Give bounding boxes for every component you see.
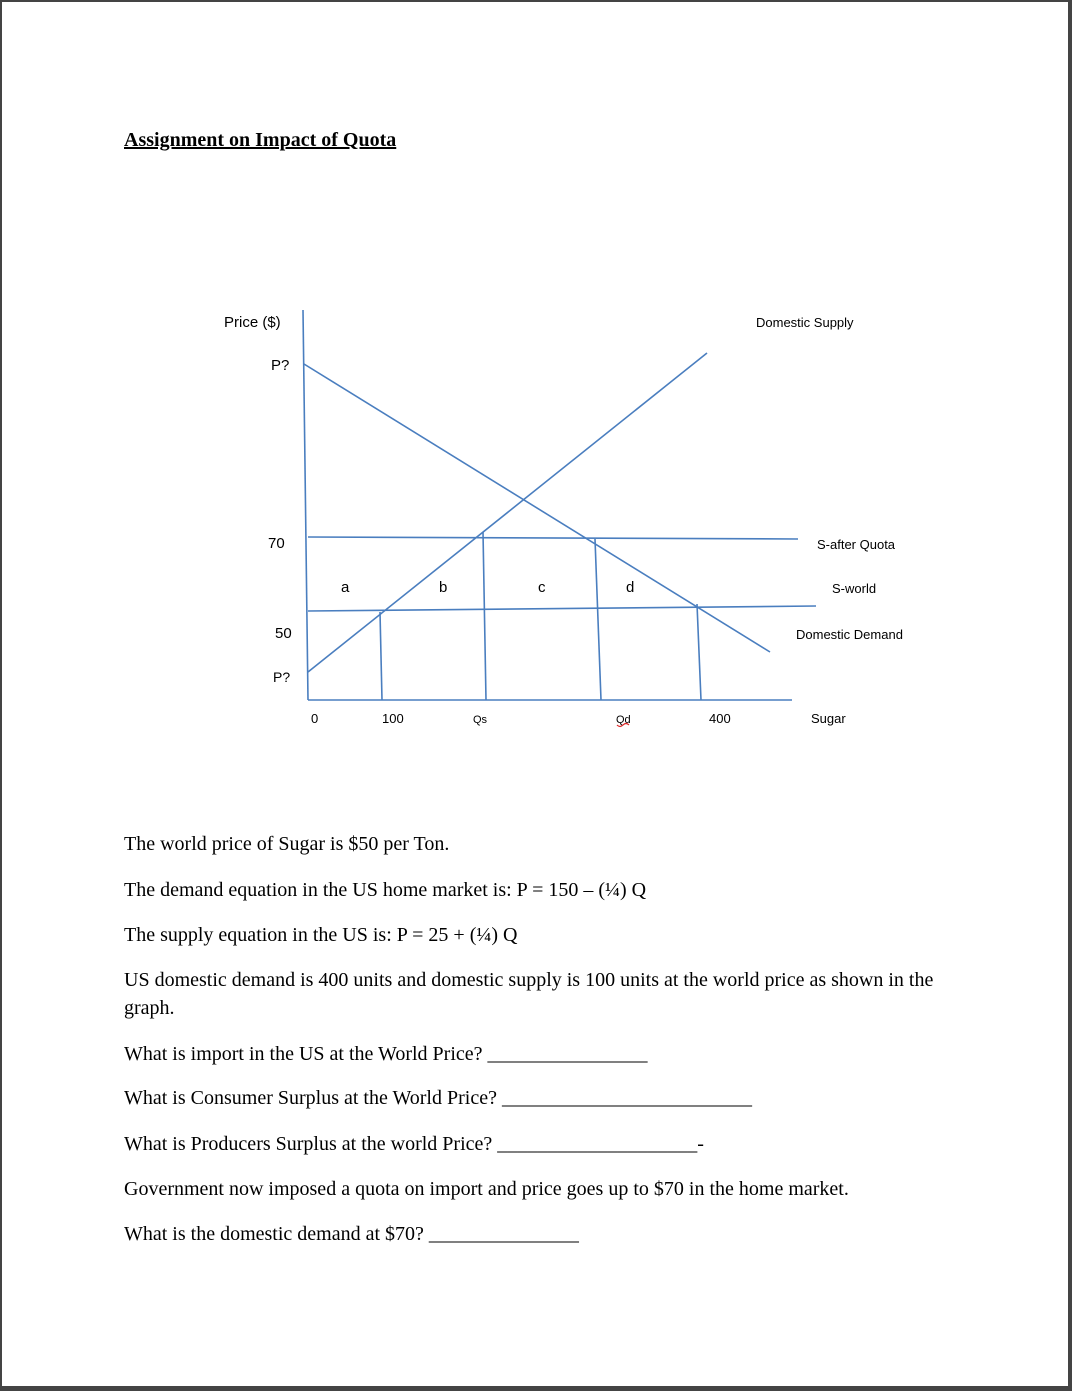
question-import <box>124 1040 954 1068</box>
s-world-line <box>308 606 816 611</box>
domestic-demand-label: Domestic Demand <box>796 627 903 642</box>
region-label-d: d <box>626 579 635 596</box>
drop-line-100 <box>380 612 382 700</box>
question-producer-surplus-text: What is Producers Surplus at the world Price? <box>124 1133 493 1155</box>
question-domestic-demand <box>124 1220 954 1248</box>
x-tick-label: Qd <box>616 714 631 726</box>
x-tick-label: 400 <box>709 711 731 726</box>
x-tick-label: Qs <box>473 714 488 726</box>
y-tick-label: P? <box>271 357 290 374</box>
domestic-supply-line <box>308 353 707 672</box>
drop-line-400 <box>697 604 701 700</box>
answer-blank-import[interactable]: ________________ <box>487 1043 648 1065</box>
question-consumer-surplus <box>124 1084 954 1112</box>
domestic-supply-label: Domestic Supply <box>756 315 854 330</box>
y-axis-label: Price ($) <box>224 314 281 331</box>
s-after-quota-line <box>308 537 798 539</box>
answer-blank-domestic-demand[interactable]: _______________ <box>428 1223 579 1245</box>
question-domestic-demand-text: What is the domestic demand at $70? <box>124 1223 424 1245</box>
y-tick-label: 70 <box>268 535 285 552</box>
demand-supply-text: US domestic demand is 400 units and domestic supply is 100 units at the world price as shown in the graph. <box>124 969 934 1019</box>
drop-line-qs <box>483 532 486 700</box>
world-price-text: The world price of Sugar is $50 per Ton. <box>124 833 450 855</box>
question-import-text: What is import in the US at the World Price? <box>124 1043 483 1065</box>
drop-line-qd <box>595 539 601 700</box>
y-tick-label: P? <box>273 669 291 685</box>
region-label-a: a <box>341 579 350 596</box>
question-producer-surplus <box>124 1130 954 1158</box>
quota-text: Government now imposed a quota on import and price goes up to $70 in the home market. <box>124 1178 849 1200</box>
s-world-label: S-world <box>832 581 877 596</box>
s-after-quota-label: S-after Quota <box>817 537 896 552</box>
question-consumer-surplus-text: What is Consumer Surplus at the World Price? <box>124 1087 497 1109</box>
answer-blank-producer-surplus[interactable]: ____________________- <box>497 1133 704 1155</box>
demand-equation-text: The demand equation in the US home market is: P = 150 – (¼) Q <box>124 879 647 901</box>
x-tick-label: 100 <box>382 711 404 726</box>
supply-equation-text: The supply equation in the US is: P = 25 + (¼) Q <box>124 924 518 946</box>
region-label-b: b <box>439 579 448 596</box>
x-tick-label: 0 <box>311 711 319 726</box>
region-label-c: c <box>538 579 546 596</box>
y-axis <box>303 310 308 700</box>
y-tick-label: 50 <box>275 625 292 642</box>
x-axis-label: Sugar <box>811 711 846 726</box>
page-title: Assignment on Impact of Quota <box>124 129 397 151</box>
answer-blank-consumer-surplus[interactable]: _________________________ <box>501 1087 752 1109</box>
